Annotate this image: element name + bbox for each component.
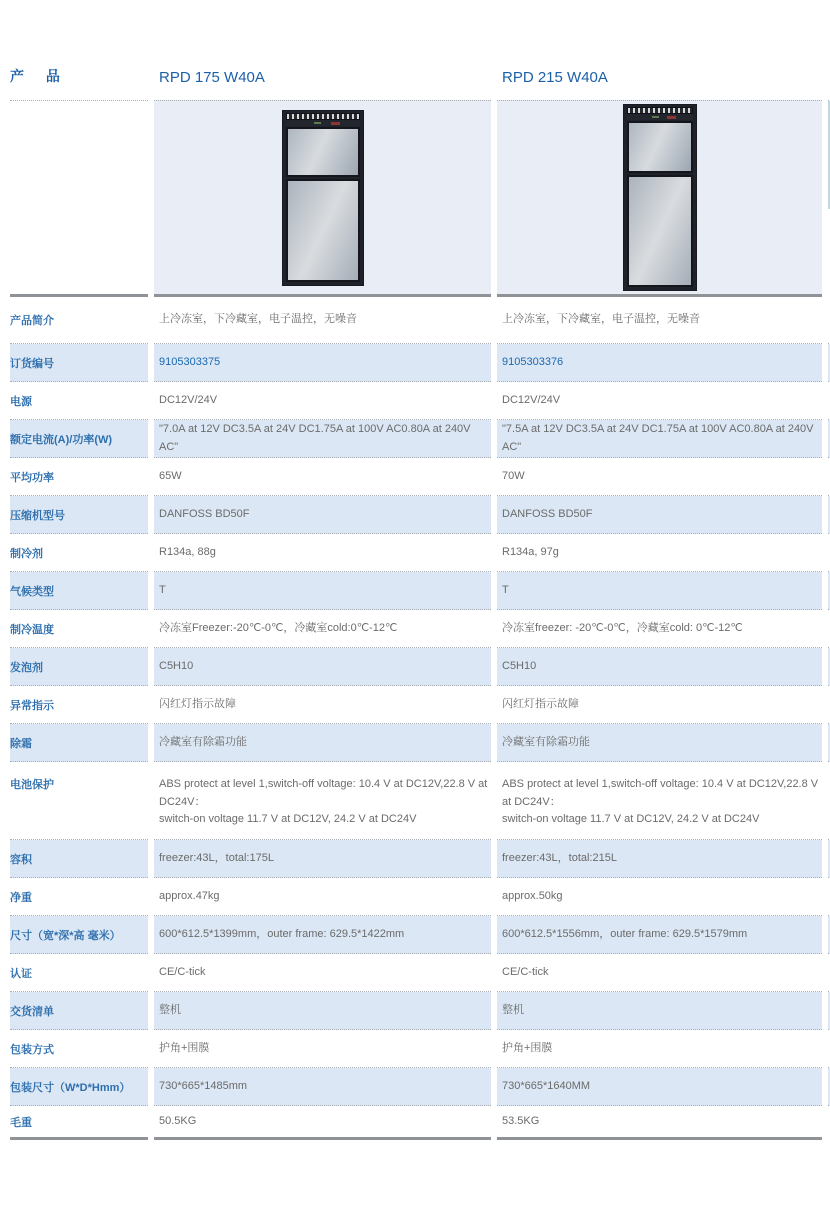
spec-row-label: 产品简介 bbox=[10, 297, 148, 344]
spec-row-label: 电源 bbox=[10, 382, 148, 420]
spec-value bbox=[154, 762, 491, 840]
spec-row-label: 平均功率 bbox=[10, 458, 148, 496]
fridge-illustration-icon bbox=[624, 105, 696, 290]
spec-row-label: 气候类型 bbox=[10, 572, 148, 610]
spec-value: DC12V/24V bbox=[497, 382, 822, 420]
spec-row-label: 毛重 bbox=[10, 1106, 148, 1140]
spec-value: 冷藏室有除霜功能 bbox=[497, 724, 822, 762]
fridge-door bbox=[286, 179, 360, 282]
spec-row-label: 电池保护 bbox=[10, 762, 148, 840]
spec-value: R134a, 97g bbox=[497, 534, 822, 572]
spec-value: CE/C-tick bbox=[497, 954, 822, 992]
fridge-vent-grille bbox=[627, 107, 693, 114]
spec-row-label: 尺寸（宽*深*高 毫米） bbox=[10, 916, 148, 954]
product-name-2: RPD 215 W40A bbox=[502, 69, 608, 86]
spec-value: 冷冻室freezer: -20℃-0℃，冷藏室cold: 0℃-12℃ bbox=[497, 610, 822, 648]
spec-value: approx.50kg bbox=[497, 878, 822, 916]
spec-value: 上冷冻室，下冷藏室，电子温控，无噪音 bbox=[154, 297, 491, 344]
spec-row-label: 压缩机型号 bbox=[10, 496, 148, 534]
spec-value: 闪红灯指示故障 bbox=[497, 686, 822, 724]
spec-value: 53.5KG bbox=[497, 1106, 822, 1140]
spec-value: 护角+围膜 bbox=[497, 1030, 822, 1068]
spec-row-label: 交货清单 bbox=[10, 992, 148, 1030]
fridge-control-panel bbox=[286, 120, 360, 126]
image-row-label-spacer bbox=[10, 100, 148, 297]
fridge-control-panel bbox=[627, 114, 693, 120]
spec-value: freezer:43L，total:215L bbox=[497, 840, 822, 878]
spec-row-label: 发泡剂 bbox=[10, 648, 148, 686]
spec-value: T bbox=[154, 572, 491, 610]
spec-value: DC12V/24V bbox=[154, 382, 491, 420]
spec-row-label: 订货编号 bbox=[10, 344, 148, 382]
spec-value: 闪红灯指示故障 bbox=[154, 686, 491, 724]
spec-value: DANFOSS BD50F bbox=[497, 496, 822, 534]
product-name-1: RPD 175 W40A bbox=[159, 69, 265, 86]
product-column-title: 产 品 bbox=[10, 68, 69, 84]
spec-value: DANFOSS BD50F bbox=[154, 496, 491, 534]
spec-table bbox=[10, 0, 828, 1140]
spec-value-line: switch-on voltage 11.7 V at DC12V, 24.2 V at DC24V bbox=[502, 813, 760, 826]
spec-value: 730*665*1640MM bbox=[497, 1068, 822, 1106]
spec-value: C5H10 bbox=[497, 648, 822, 686]
spec-value: C5H10 bbox=[154, 648, 491, 686]
spec-value-line: switch-on voltage 11.7 V at DC12V, 24.2 V at DC24V bbox=[159, 813, 417, 826]
spec-value: 65W bbox=[154, 458, 491, 496]
spec-sheet bbox=[10, 0, 828, 1140]
spec-value: "7.5A at 12V DC3.5A at 24V DC1.75A at 100V AC0.80A at 240V AC" bbox=[497, 420, 822, 458]
freezer-door bbox=[627, 121, 693, 173]
product-photo-1 bbox=[154, 100, 491, 297]
spec-row-label: 除霜 bbox=[10, 724, 148, 762]
fridge-illustration-icon bbox=[283, 111, 363, 285]
spec-value: 护角+围膜 bbox=[154, 1030, 491, 1068]
spec-row-label: 认证 bbox=[10, 954, 148, 992]
product-photo-2 bbox=[497, 100, 822, 297]
spec-value-line: ABS protect at level 1,switch-off voltage: 10.4 V at DC12V,22.8 V at DC24V： bbox=[159, 778, 488, 808]
spec-row-label: 包装方式 bbox=[10, 1030, 148, 1068]
spec-value: 上冷冻室，下冷藏室，电子温控，无噪音 bbox=[497, 297, 822, 344]
fridge-door bbox=[627, 175, 693, 287]
spec-value: 600*612.5*1399mm，outer frame: 629.5*1422mm bbox=[154, 916, 491, 954]
fridge-vent-grille bbox=[286, 113, 360, 120]
spec-row-label: 制冷剂 bbox=[10, 534, 148, 572]
spec-row-label: 容积 bbox=[10, 840, 148, 878]
spec-value: CE/C-tick bbox=[154, 954, 491, 992]
spec-value: 9105303376 bbox=[497, 344, 822, 382]
spec-value: 600*612.5*1556mm，outer frame: 629.5*1579mm bbox=[497, 916, 822, 954]
spec-value: 冷冻室Freezer:-20℃-0℃，冷藏室cold:0℃-12℃ bbox=[154, 610, 491, 648]
spec-value: R134a, 88g bbox=[154, 534, 491, 572]
freezer-door bbox=[286, 127, 360, 177]
spec-row-label: 额定电流(A)/功率(W) bbox=[10, 420, 148, 458]
spec-value-line: ABS protect at level 1,switch-off voltage: 10.4 V at DC12V,22.8 V at DC24V： bbox=[502, 778, 819, 808]
spec-value: 70W bbox=[497, 458, 822, 496]
spec-value bbox=[497, 762, 822, 840]
spec-value: freezer:43L，total:175L bbox=[154, 840, 491, 878]
spec-value: 整机 bbox=[154, 992, 491, 1030]
spec-value: T bbox=[497, 572, 822, 610]
spec-row-label: 包装尺寸（W*D*Hmm） bbox=[10, 1068, 148, 1106]
spec-row-label: 净重 bbox=[10, 878, 148, 916]
spec-value: 整机 bbox=[497, 992, 822, 1030]
spec-row-label: 异常指示 bbox=[10, 686, 148, 724]
spec-row-label: 制冷温度 bbox=[10, 610, 148, 648]
spec-value: approx.47kg bbox=[154, 878, 491, 916]
spec-value: 50.5KG bbox=[154, 1106, 491, 1140]
spec-value: 冷藏室有除霜功能 bbox=[154, 724, 491, 762]
spec-value: 9105303375 bbox=[154, 344, 491, 382]
spec-value: "7.0A at 12V DC3.5A at 24V DC1.75A at 100V AC0.80A at 240V AC" bbox=[154, 420, 491, 458]
spec-value: 730*665*1485mm bbox=[154, 1068, 491, 1106]
